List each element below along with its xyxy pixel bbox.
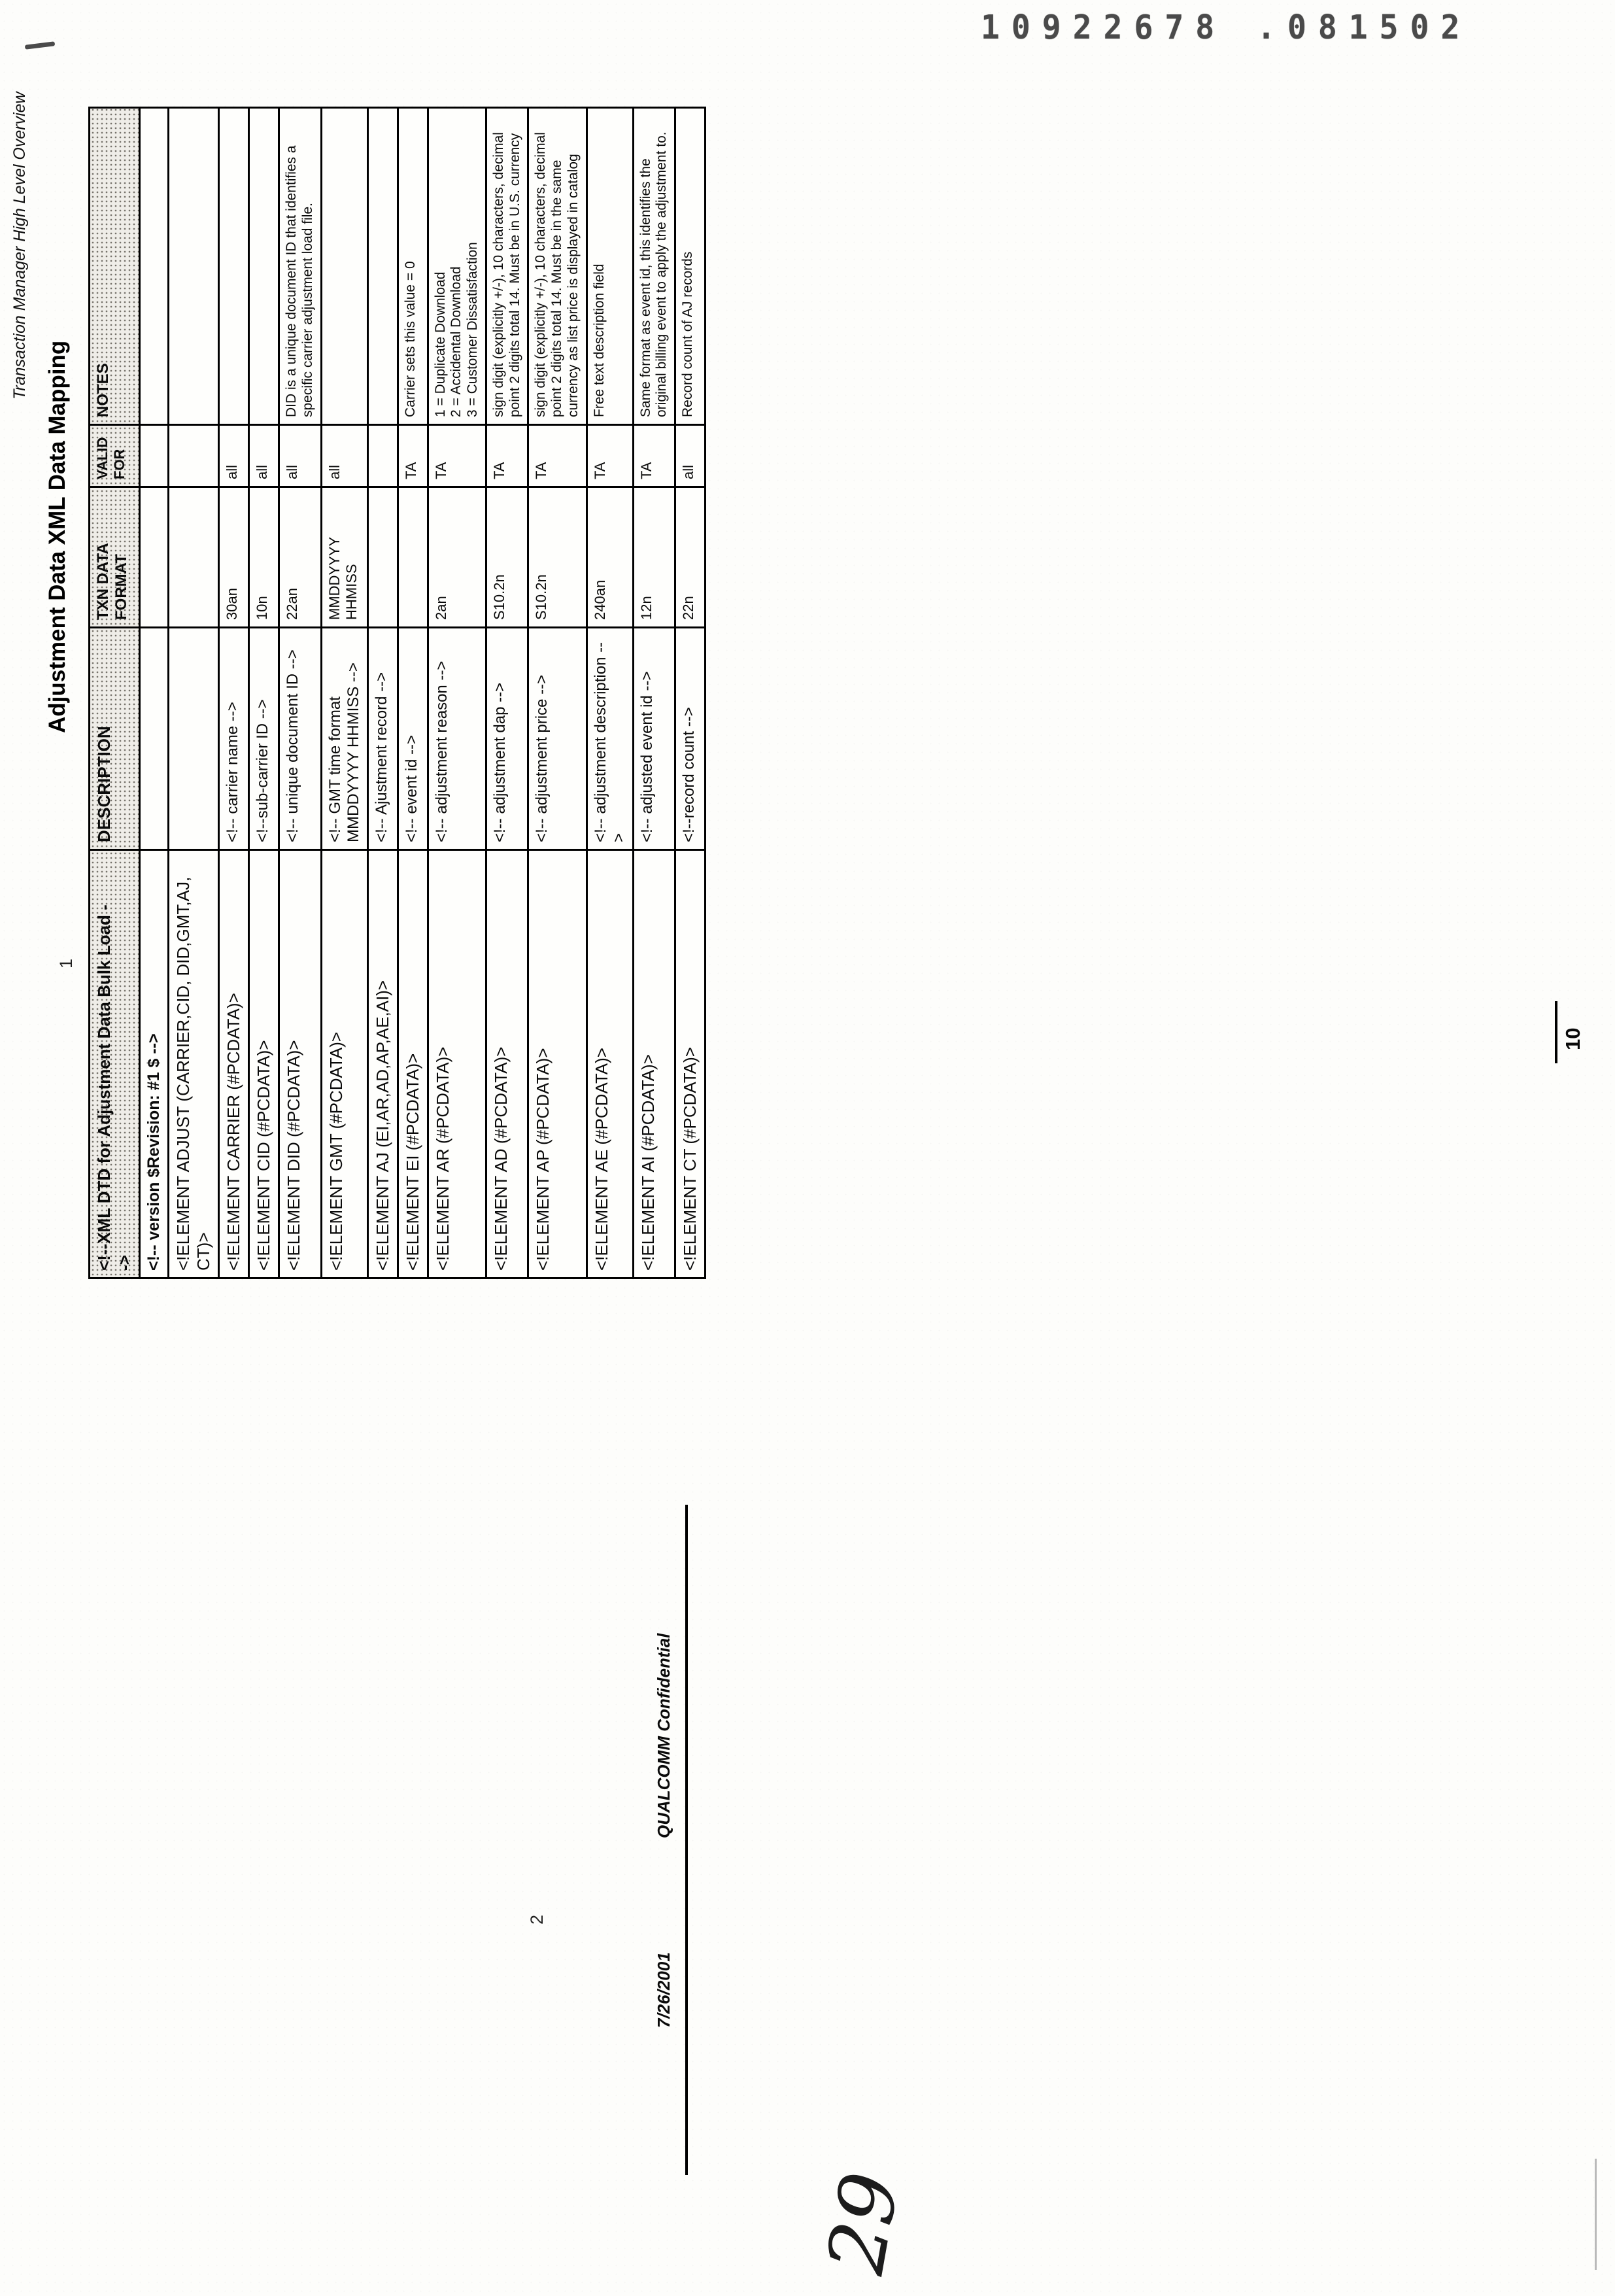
notes-cell: Record count of AJ records: [675, 108, 706, 425]
footer-confidential: QUALCOMM Confidential: [654, 1633, 673, 1838]
txn-format-cell: S10.2n: [528, 487, 586, 628]
description-cell: [169, 628, 219, 850]
element-cell: <!ELEMENT AD (#PCDATA)>: [486, 850, 528, 1278]
table-row: [528, 108, 586, 1278]
footer-date: 7/26/2001: [654, 1952, 673, 2028]
notes-cell: Carrier sets this value = 0: [398, 108, 428, 425]
empty-cell: [140, 425, 169, 487]
txn-format-cell: [169, 487, 219, 628]
element-cell: <!ELEMENT GMT (#PCDATA)>: [321, 850, 367, 1278]
valid-for-cell: TA: [528, 425, 586, 487]
header-xml-dtd: <!--XML DTD for Adjustment Data Bulk Load -->: [90, 850, 140, 1278]
description-cell: <!-- adjustment description -->: [586, 628, 633, 850]
txn-format-cell: 240an: [586, 487, 633, 628]
description-cell: <!-- unique document ID -->: [279, 628, 322, 850]
description-cell: <!-- event id -->: [398, 628, 428, 850]
handwritten-sheet-number: 29: [810, 2166, 918, 2280]
txn-format-cell: [367, 487, 398, 628]
notes-cell: [169, 108, 219, 425]
element-cell: <!ELEMENT AJ (EI,AR,AD,AP,AE,AI)>: [367, 850, 398, 1278]
table-row: [169, 108, 219, 1278]
valid-for-cell: TA: [633, 425, 675, 487]
table-row: [279, 108, 322, 1278]
application-number-stamp: 10922678 .081502: [981, 8, 1472, 47]
footer-rule: [685, 1505, 688, 2175]
element-cell: <!ELEMENT EI (#PCDATA)>: [398, 850, 428, 1278]
notes-cell: [249, 108, 279, 425]
notes-cell: Same format as event id, this identifies the original billing event to apply the adjustment to.: [633, 108, 675, 425]
notes-cell: sign digit (explicitly +/-), 10 characters, decimal point 2 digits total 14. Must be in the same currency as list price is displayed in catalog: [528, 108, 586, 425]
notes-cell: DID is a unique document ID that identifies a specific carrier adjustment load file.: [279, 108, 322, 425]
table-row: [675, 108, 706, 1278]
page-title: Adjustment Data XML Data Mapping: [44, 340, 70, 733]
element-cell: <!ELEMENT AP (#PCDATA)>: [528, 850, 586, 1278]
valid-for-cell: all: [675, 425, 706, 487]
element-cell: <!ELEMENT AI (#PCDATA)>: [633, 850, 675, 1278]
element-cell: <!ELEMENT ADJUST (CARRIER,CID, DID,GMT,AJ, CT)>: [169, 850, 219, 1278]
notes-cell: 1 = Duplicate Download 2 = Accidental Download 3 = Customer Dissatisfaction: [428, 108, 486, 425]
txn-format-cell: S10.2n: [486, 487, 528, 628]
txn-format-cell: MMDDYYYY HHMISS: [321, 487, 367, 628]
element-cell: <!ELEMENT CARRIER (#PCDATA)>: [219, 850, 249, 1278]
element-cell: <!ELEMENT AE (#PCDATA)>: [586, 850, 633, 1278]
valid-for-cell: TA: [486, 425, 528, 487]
empty-cell: [140, 487, 169, 628]
table-row: [428, 108, 486, 1278]
valid-for-cell: [367, 425, 398, 487]
txn-format-cell: [398, 487, 428, 628]
mapping-table-body: [140, 108, 706, 1278]
version-row: [140, 108, 169, 1278]
description-cell: <!-- Ajustment record -->: [367, 628, 398, 850]
notes-cell: Free text description field: [586, 108, 633, 425]
header-valid-for: VALID FOR: [90, 425, 140, 487]
valid-for-cell: TA: [398, 425, 428, 487]
valid-for-cell: TA: [428, 425, 486, 487]
txn-format-cell: 2an: [428, 487, 486, 628]
document-header: Transaction Manager High Level Overview: [10, 92, 29, 400]
description-cell: <!-- adjustment reason -->: [428, 628, 486, 850]
element-cell: <!ELEMENT CID (#PCDATA)>: [249, 850, 279, 1278]
valid-for-cell: all: [321, 425, 367, 487]
element-cell: <!ELEMENT AR (#PCDATA)>: [428, 850, 486, 1278]
notes-cell: [367, 108, 398, 425]
page-number: 10: [1561, 1027, 1584, 1050]
notes-cell: [321, 108, 367, 425]
description-cell: <!-- adjusted event id -->: [633, 628, 675, 850]
table-row: [219, 108, 249, 1278]
table-row: [633, 108, 675, 1278]
element-cell: <!ELEMENT DID (#PCDATA)>: [279, 850, 322, 1278]
description-cell: <!--record count -->: [675, 628, 706, 850]
valid-for-cell: all: [249, 425, 279, 487]
empty-cell: [140, 108, 169, 425]
txn-format-cell: 30an: [219, 487, 249, 628]
table-row: [321, 108, 367, 1278]
margin-mark-2: 2: [527, 1914, 547, 1925]
txn-format-cell: 10n: [249, 487, 279, 628]
description-cell: <!-- GMT time format MMDDYYYY HHMISS -->: [321, 628, 367, 850]
empty-cell: [140, 628, 169, 850]
description-cell: <!--sub-carrier ID -->: [249, 628, 279, 850]
page-number-rule: [1555, 1001, 1557, 1063]
table-row: [398, 108, 428, 1278]
version-cell: <!-- version $Revision: #1 $ -->: [140, 850, 169, 1278]
description-cell: <!-- adjustment price -->: [528, 628, 586, 850]
valid-for-cell: all: [219, 425, 249, 487]
table-header-row: [90, 108, 140, 1278]
txn-format-cell: 22n: [675, 487, 706, 628]
header-notes: NOTES: [90, 108, 140, 425]
table-row: [367, 108, 398, 1278]
table-row: [249, 108, 279, 1278]
txn-format-cell: 12n: [633, 487, 675, 628]
notes-cell: [219, 108, 249, 425]
txn-format-cell: 22an: [279, 487, 322, 628]
element-cell: <!ELEMENT CT (#PCDATA)>: [675, 850, 706, 1278]
valid-for-cell: [169, 425, 219, 487]
table-row: [586, 108, 633, 1278]
header-txn-data-format: TXN DATA FORMAT: [90, 487, 140, 628]
description-cell: <!-- adjustment dap -->: [486, 628, 528, 850]
valid-for-cell: TA: [586, 425, 633, 487]
table-row: [486, 108, 528, 1278]
xml-data-mapping-table: [88, 107, 706, 1279]
header-description: DESCRIPTION: [90, 628, 140, 850]
valid-for-cell: all: [279, 425, 322, 487]
notes-cell: sign digit (explicitly +/-), 10 characters, decimal point 2 digits total 14. Must be in U.S. currency: [486, 108, 528, 425]
description-cell: <!-- carrier name -->: [219, 628, 249, 850]
margin-mark-1: 1: [56, 958, 76, 968]
